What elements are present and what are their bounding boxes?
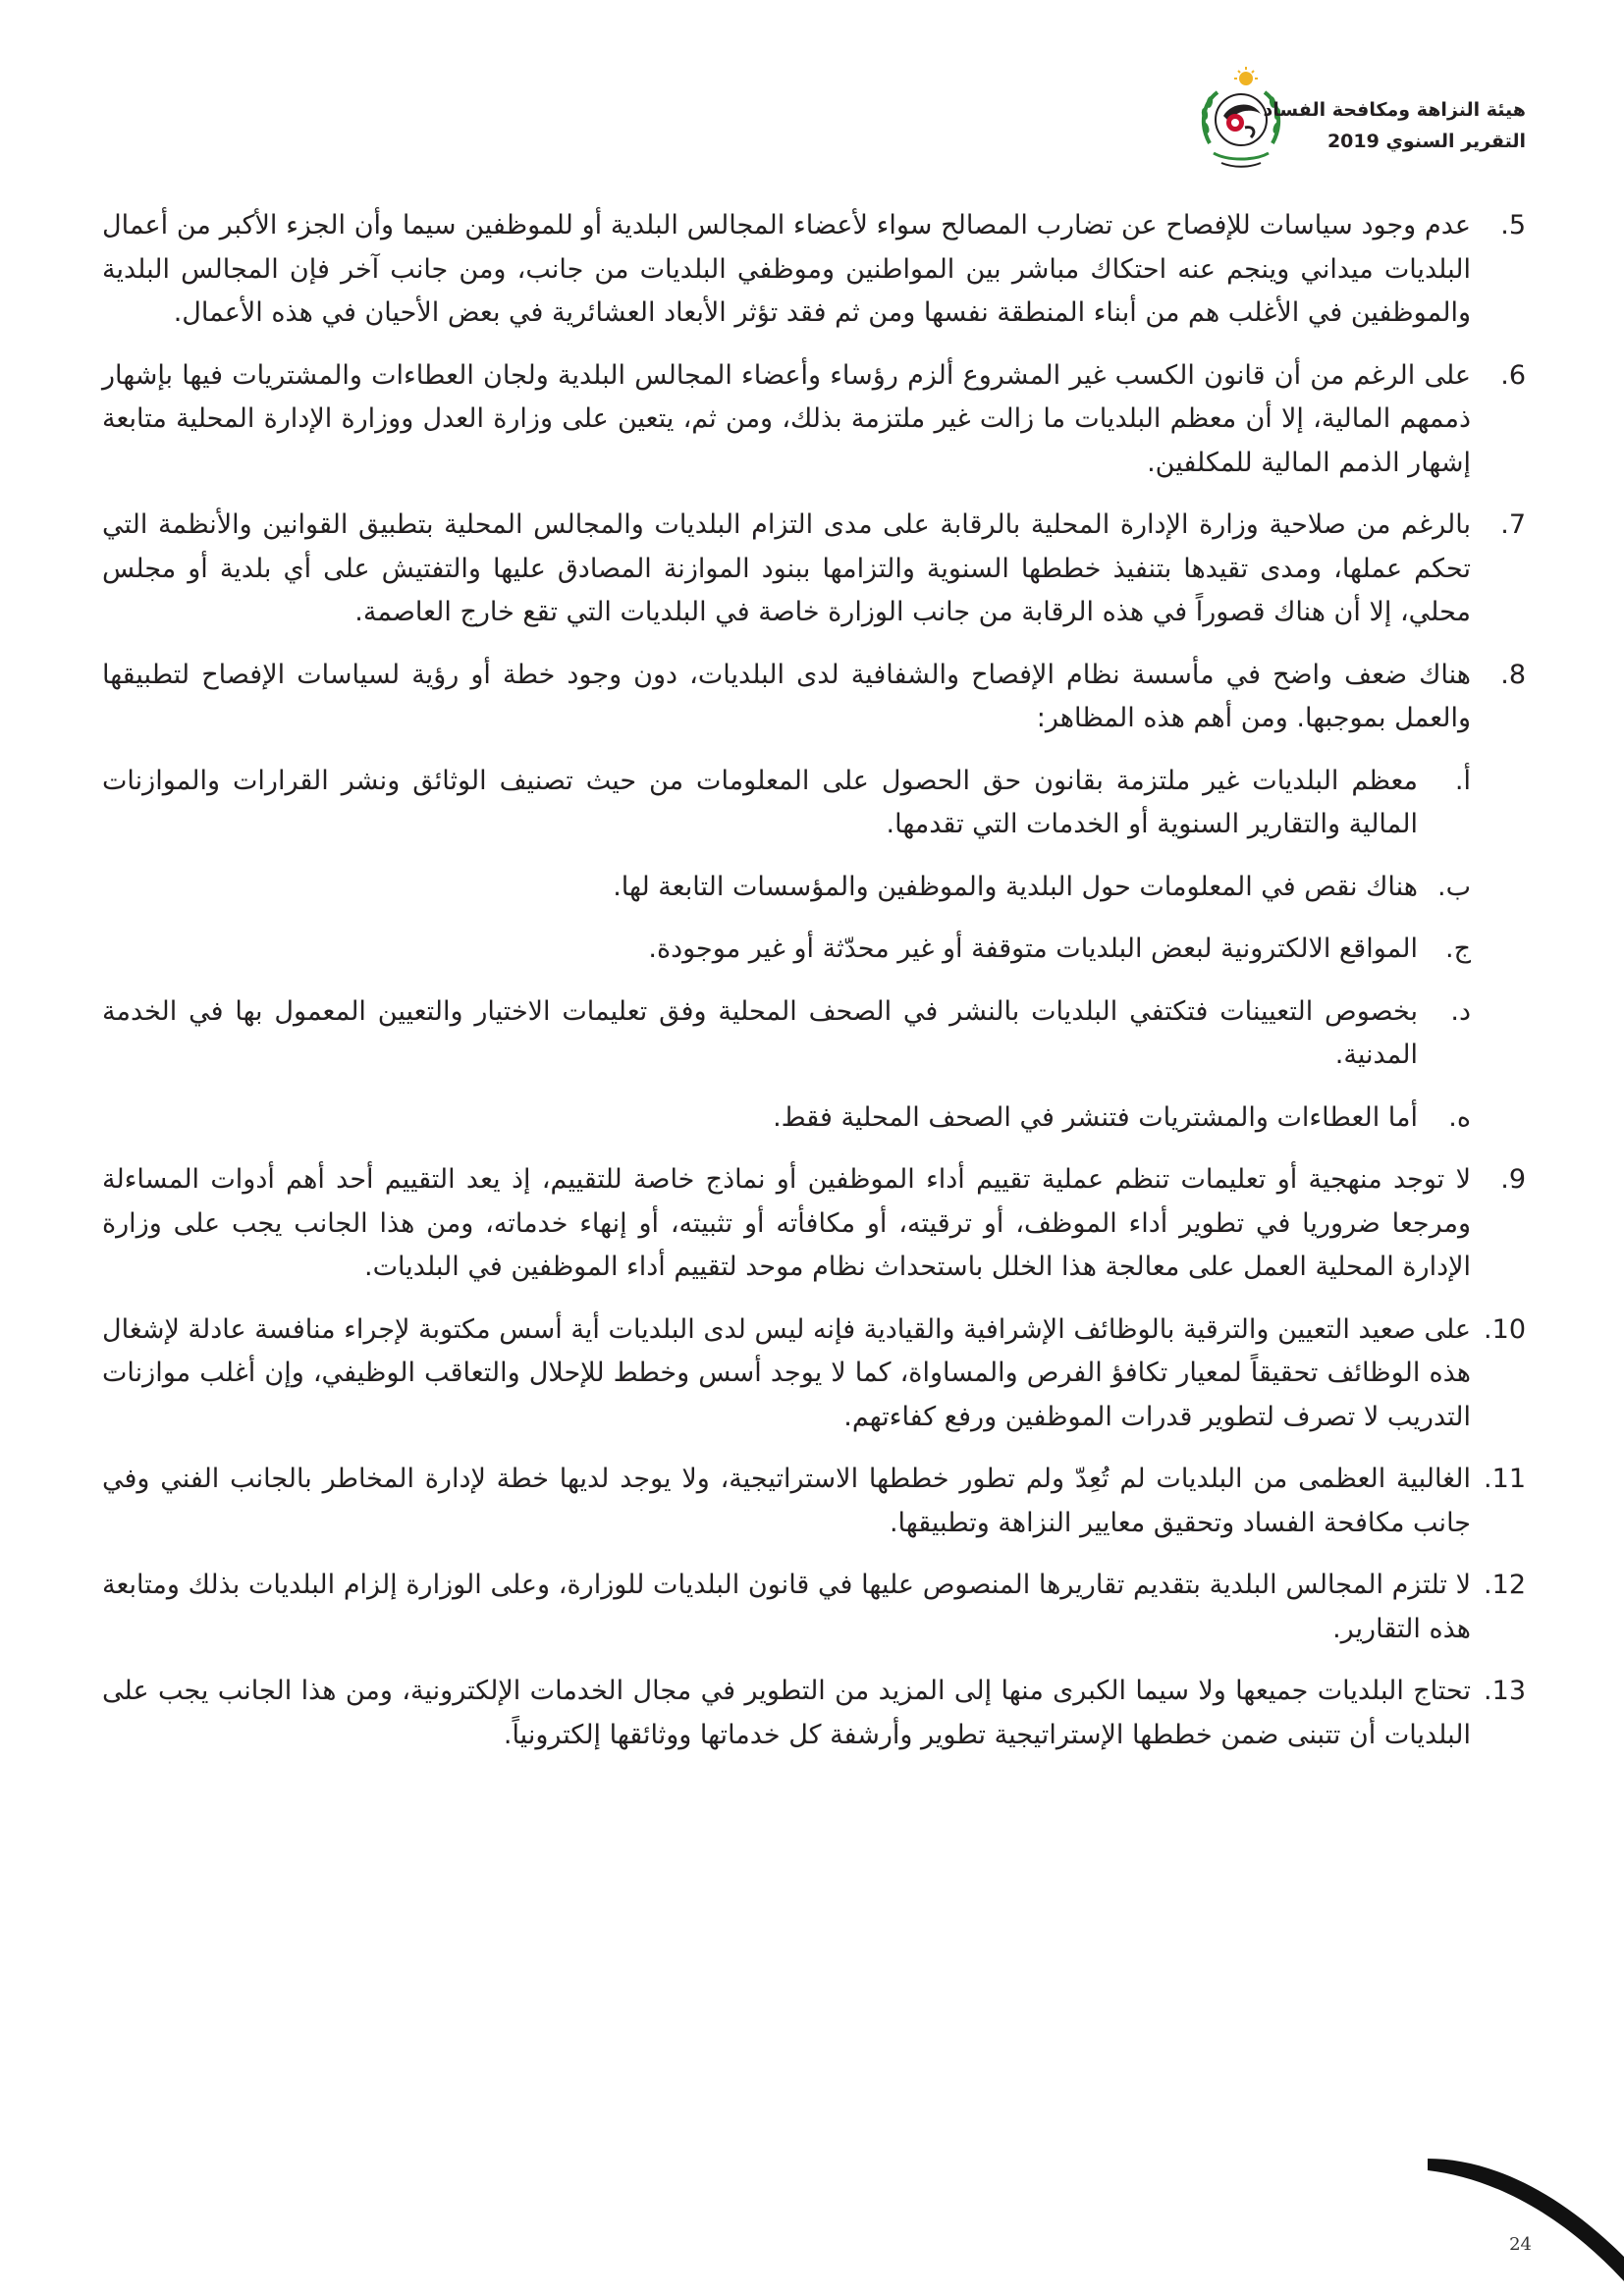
item-number: 6. bbox=[1500, 359, 1526, 391]
list-item bbox=[102, 654, 1526, 741]
sub-item-letter: ب. bbox=[1436, 871, 1471, 902]
sub-list-item bbox=[102, 866, 1526, 910]
sub-item-letter: أ. bbox=[1454, 765, 1471, 796]
item-number: 10. bbox=[1484, 1313, 1526, 1345]
list-item bbox=[102, 354, 1526, 486]
sub-item-letter: ج. bbox=[1444, 934, 1471, 964]
sub-item-text: معظم البلديات غير ملتزمة بقانون حق الحصول على المعلومات من حيث تصنيف الوثائق ونشر القرارات والموازنات المالية والتقارير السنوية أو الخدمات التي تقدمها. bbox=[102, 765, 1418, 839]
header-org-name: هيئة النزاهة ومكافحة الفساد bbox=[1263, 99, 1526, 121]
item-text: على صعيد التعيين والترقية بالوظائف الإشرافية والقيادية فإنه ليس لدى البلديات أية أسس مكتوبة لإجراء منافسة عادلة لإشغال هذه الوظائف تحقيقاً لمعيار تكافؤ الفرص والمساواة، كما لا يوجد أسس وخطط للإحلال والتعاقب الوظيفي، وإن أغلب موازنات التدريب لا تصرف لتطوير قدرات الموظفين ورفع كفاءتهم. bbox=[102, 1313, 1471, 1432]
item-number: 12. bbox=[1484, 1570, 1526, 1600]
item-number: 11. bbox=[1484, 1464, 1526, 1494]
item-text: على الرغم من أن قانون الكسب غير المشروع ألزم رؤساء وأعضاء المجالس البلدية ولجان العطاءات والمشتريات فيها بإشهار ذممهم المالية، إلا أن معظم البلديات ما زالت غير ملتزمة بذلك، ومن ثم، يتعين على وزارة العدل ووزارة الإدارة المحلية متابعة إشهار الذمم المالية للمكلفين. bbox=[102, 359, 1471, 478]
page-header bbox=[937, 67, 1526, 175]
item-text: لا تلتزم المجالس البلدية بتقديم تقاريرها المنصوص عليها في قانون البلديات للوزارة، وعلى الوزارة إلزام البلديات بذلك ومتابعة هذه التقارير. bbox=[102, 1570, 1471, 1644]
disclosure-weakness-sublist bbox=[102, 760, 1526, 1141]
sub-item-text: أما العطاءات والمشتريات فتنشر في الصحف المحلية فقط. bbox=[773, 1101, 1418, 1133]
item-number: 13. bbox=[1484, 1676, 1526, 1706]
report-body bbox=[102, 204, 1526, 1776]
item-number: 9. bbox=[1500, 1164, 1526, 1195]
sub-item-text: هناك نقص في المعلومات حول البلدية والموظفين والمؤسسات التابعة لها. bbox=[613, 871, 1418, 902]
list-item bbox=[102, 1564, 1526, 1651]
corner-swoosh-decoration bbox=[1428, 2149, 1624, 2296]
item-number: 8. bbox=[1500, 659, 1526, 690]
item-number: 7. bbox=[1500, 509, 1526, 540]
sub-list-item bbox=[102, 760, 1526, 847]
item-text: بالرغم من صلاحية وزارة الإدارة المحلية بالرقابة على مدى التزام البلديات والمجالس المحلية بتطبيق القوانين والأنظمة التي تحكم عملها، ومدى تقيدها بتنفيذ خططها السنوية والتزامها ببنود الموازنة المصادق عليها والتفتيش على أي بلدية أو مجلس محلي، إلا أن هناك قصوراً في هذه الرقابة من جانب الوزارة خاصة في البلديات التي تقع خارج العاصمة. bbox=[102, 509, 1471, 627]
list-item bbox=[102, 504, 1526, 635]
sub-list-item bbox=[102, 990, 1526, 1078]
page-number: 24 bbox=[1509, 2234, 1532, 2255]
item-text: عدم وجود سياسات للإفصاح عن تضارب المصالح سواء لأعضاء المجالس البلدية أو للموظفين سيما وأن الجزء الأكبر من أعمال البلديات ميداني وينجم عنه احتكاك مباشر بين المواطنين وموظفي البلديات من جانب، ومن جانب آخر فإن المجالس البلدية والموظفين في الأغلب هم من أبناء المنطقة نفسها ومن ثم فقد تؤثر الأبعاد العشائرية في بعض الأحيان في هذه الأعمال. bbox=[102, 210, 1471, 328]
sub-list-item bbox=[102, 1096, 1526, 1141]
list-item bbox=[102, 204, 1526, 336]
list-item bbox=[102, 1458, 1526, 1545]
list-item bbox=[102, 1308, 1526, 1440]
item-text: لا توجد منهجية أو تعليمات تنظم عملية تقييم أداء الموظفين أو نماذج خاصة للتقييم، إذ يعد التقييم أحد أهم أدوات المساءلة ومرجعا ضروريا في تطوير أداء الموظف، أو ترقيته، أو مكافأته أو تثبيته، أو إنهاء خدماته، ومن هذا الجانب يجب على وزارة الإدارة المحلية العمل على معالجة هذا الخلل باستحداث نظام موحد لتقييم أداء الموظفين في البلديات. bbox=[102, 1164, 1471, 1282]
sub-item-letter: ه. bbox=[1448, 1101, 1471, 1133]
item-text: الغالبية العظمى من البلديات لم تُعِدّ ولم تطور خططها الاستراتيجية، ولا يوجد لديها خطة لإدارة المخاطر بالجانب الفني وفي جانب مكافحة الفساد وتحقيق معايير النزاهة وتطبيقها. bbox=[102, 1464, 1471, 1538]
item-text: هناك ضعف واضح في مأسسة نظام الإفصاح والشفافية لدى البلديات، دون وجود خطة أو رؤية لسياسات الإفصاح لتطبيقها والعمل بموجبها. ومن أهم هذه المظاهر: bbox=[102, 659, 1471, 733]
sub-item-text: المواقع الالكترونية لبعض البلديات متوقفة أو غير محدّثة أو غير موجودة. bbox=[648, 934, 1418, 964]
sub-item-text: بخصوص التعيينات فتكتفي البلديات بالنشر في الصحف المحلية وفق تعليمات الاختيار والتعيين المعمول بها في الخدمة المدنية. bbox=[102, 995, 1418, 1070]
header-report-title: التقرير السنوي 2019 bbox=[1326, 131, 1526, 152]
item-number: 5. bbox=[1500, 210, 1526, 240]
list-item bbox=[102, 1670, 1526, 1757]
sub-list-item bbox=[102, 928, 1526, 972]
sub-item-letter: د. bbox=[1450, 995, 1471, 1027]
item-text: تحتاج البلديات جميعها ولا سيما الكبرى منها إلى المزيد من التطوير في مجال الخدمات الإلكترونية، ومن هذا الجانب يجب على البلديات أن تتبنى ضمن خططها الإستراتيجية تطوير وأرشفة كل خدماتها ووثائقها إلكترونياً. bbox=[102, 1676, 1471, 1750]
header-title-block bbox=[1264, 94, 1526, 157]
list-item bbox=[102, 1158, 1526, 1290]
